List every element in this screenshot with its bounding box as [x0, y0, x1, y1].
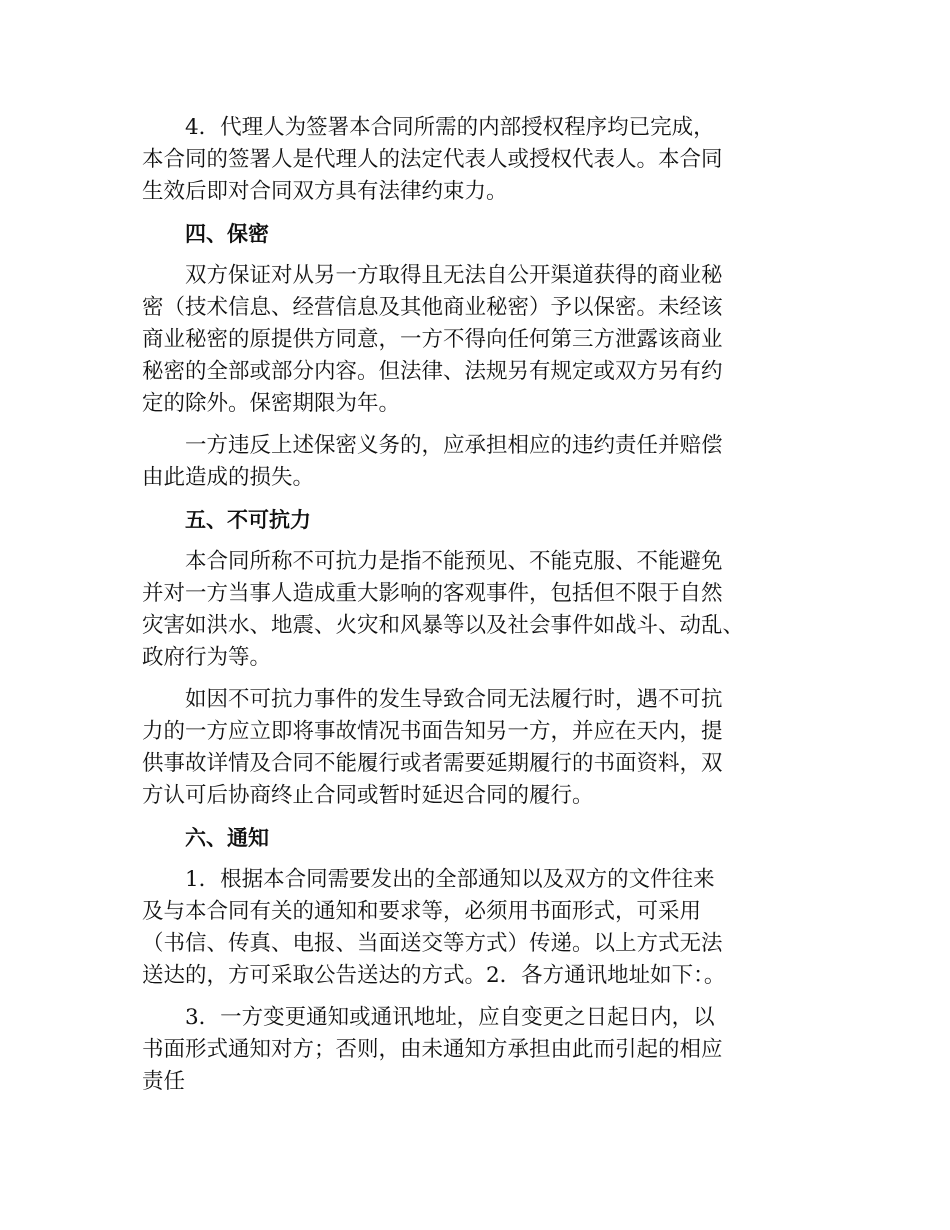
text-line: （书信、传真、电报、当面送交等方式）传递。以上方式无法: [142, 931, 723, 956]
text-line: 一方违反上述保密义务的，应承担相应的违约责任并赔偿: [185, 433, 723, 458]
text-line: 4．代理人为签署本合同所需的内部授权程序均已完成，: [185, 115, 715, 140]
text-line: 供事故详情及合同不能履行或者需要延期履行的书面资料，双: [142, 751, 723, 776]
paragraph-force-majeure-definition: [142, 546, 822, 674]
text-line: 如因不可抗力事件的发生导致合同无法履行时，遇不可抗: [185, 687, 723, 712]
text-line: 本合同所称不可抗力是指不能预见、不能克服、不能避免: [185, 549, 723, 574]
text-line: 及与本合同有关的通知和要求等，必须用书面形式，可采用: [142, 899, 702, 924]
text-line: 灾害如洪水、地震、火灾和风暴等以及社会事件如战斗、动乱、: [142, 613, 745, 638]
text-line: 本合同的签署人是代理人的法定代表人或授权代表人。本合同: [142, 147, 723, 172]
text-line: 1．根据本合同需要发出的全部通知以及双方的文件往来: [185, 867, 715, 892]
text-line: 秘密的全部或部分内容。但法律、法规另有规定或双方另有约: [142, 359, 723, 384]
paragraph-force-majeure-procedure: [142, 684, 822, 812]
paragraph-confidentiality: [142, 260, 822, 420]
text-line: 生效后即对合同双方具有法律约束力。: [142, 179, 508, 204]
paragraph-confidentiality-breach: [142, 430, 822, 494]
paragraph-authorization: [142, 112, 822, 208]
text-line: 责任: [142, 1069, 186, 1094]
paragraph-notice-method: [142, 864, 822, 992]
text-line: 定的除外。保密期限为年。: [142, 391, 401, 416]
text-line: 由此造成的损失。: [142, 465, 315, 490]
paragraph-notice-change: [142, 1002, 822, 1098]
text-line: 双方保证对从另一方取得且无法自公开渠道获得的商业秘: [185, 263, 723, 288]
text-line: 政府行为等。: [142, 645, 272, 670]
text-line: 力的一方应立即将事故情况书面告知另一方，并应在天内，提: [142, 719, 723, 744]
text-line: 3．一方变更通知或通讯地址，应自变更之日起日内，以: [185, 1005, 715, 1030]
section-heading-force-majeure: 五、不可抗力: [185, 508, 311, 532]
text-line: 商业秘密的原提供方同意，一方不得向任何第三方泄露该商业: [142, 327, 723, 352]
text-line: 送达的，方可采取公告送达的方式。2．各方通讯地址如下：。: [142, 963, 726, 988]
text-line: 并对一方当事人造成重大影响的客观事件，包括但不限于自然: [142, 581, 723, 606]
text-line: 密（技术信息、经营信息及其他商业秘密）予以保密。未经该: [142, 295, 723, 320]
section-heading-confidentiality: 四、保密: [185, 222, 269, 246]
text-line: 方认可后协商终止合同或暂时延迟合同的履行。: [142, 783, 594, 808]
document-body: [142, 112, 822, 1108]
section-heading-notice: 六、通知: [185, 826, 269, 850]
text-line: 书面形式通知对方；否则，由未通知方承担由此而引起的相应: [142, 1037, 723, 1062]
